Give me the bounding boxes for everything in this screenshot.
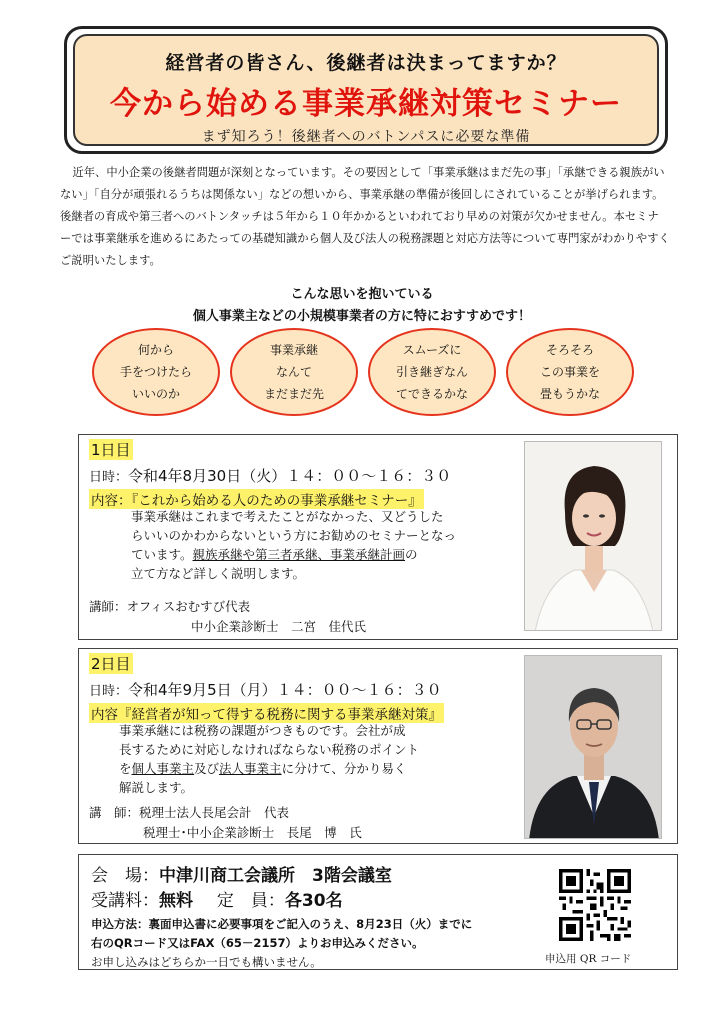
apply-method: 申込方法：裏面申込書に必要事項をご記入のうえ、8月23日（火）までに [91, 917, 473, 931]
day2-title: 内容『経営者が知って得する税務に関する事業承継対策』 [89, 703, 444, 723]
fee-label: 受講料： [91, 891, 159, 911]
concern-bubble-1: 何から 手をつけたら いいのか [92, 328, 220, 416]
day1-desc-underline: 親族承継や第三者承継、事業承継計画 [192, 547, 406, 562]
header-inner [73, 34, 659, 146]
day1-desc-text: ています。 [131, 547, 193, 562]
day2-lecturer-org: 講 師：税理士法人長尾会計 代表 [89, 805, 290, 820]
qr-code-icon[interactable] [559, 869, 631, 941]
fee-value: 無料 [159, 891, 193, 911]
capacity-label: 定 員： [216, 891, 285, 911]
day1-desc-line [131, 545, 456, 564]
day1-label: 1日目 [91, 441, 131, 459]
day1-datetime-value: 令和4年8月30日（火）１４：００～１６：３０ [128, 467, 452, 485]
day2-desc-text: に分けて、分かり易く [281, 761, 407, 776]
lecturer2-photo [524, 655, 662, 839]
day1-lecturer-name: 中小企業診断士 二宮 佳代氏 [191, 619, 367, 634]
day2-desc-line: 解説します。 [119, 780, 194, 795]
day2-datetime-prefix: 日時： [89, 684, 129, 699]
concern-bubble-4: そろそろ この事業を 畳もうかな [506, 328, 634, 416]
day2-desc-underline: 個人事業主 [131, 761, 195, 776]
day2-datetime [89, 679, 442, 700]
apply-note: お申し込みはどちらか一日でも構いません。 [91, 955, 322, 969]
day2-desc-line: 長するために対応しなければならない税務のポイント [119, 742, 420, 757]
recommend-line1: こんな思いを抱いている [290, 287, 434, 302]
qr-code-label: 申込用 QR コード [545, 953, 632, 965]
day1-datetime-prefix: 日時： [89, 470, 129, 485]
apply-qr-fax: 右のQRコード又はFAX（65－2157）よりお申込みください。 [91, 936, 424, 950]
capacity-value: 各30名 [284, 891, 343, 911]
fee-line [91, 886, 343, 911]
header-question: 経営者の皆さん、後継者は決まってますか？ [165, 52, 567, 74]
concern-bubble-2: 事業承継 なんて まだまだ先 [230, 328, 358, 416]
day1-lecturer-org: 講師：オフィスおむすび代表 [89, 599, 251, 614]
day2-label: 2日目 [91, 655, 131, 673]
day2-desc-line [119, 759, 419, 778]
day2-datetime-value: 令和4年9月5日（月）１４：００～１６：３０ [128, 681, 442, 699]
day2-desc-line: 事業承継には税務の課題がつきものです。会社が成 [119, 723, 406, 738]
concern-bubbles [92, 328, 652, 416]
page-title: 今から始める事業承継対策セミナー [110, 86, 622, 122]
day1-datetime [89, 465, 451, 486]
venue-value: 中津川商工会議所 3階会議室 [159, 866, 392, 886]
day2-description [119, 721, 419, 797]
day1-description [131, 507, 456, 583]
day1-title: 内容：『これから始める人のための事業承継セミナー』 [89, 489, 424, 509]
venue-line [91, 861, 392, 886]
venue-section [78, 854, 678, 970]
day2-desc-text: を [119, 761, 132, 776]
day2-desc-text: 及び [194, 761, 220, 776]
day1-desc-line: 立て方など詳しく説明します。 [131, 566, 306, 581]
day1-desc-line: らいいのかわからないという方にお勧めのセミナーとなっ [131, 528, 457, 543]
concern-bubble-3: スムーズに 引き継ぎなん てできるかな [368, 328, 496, 416]
man-portrait-icon [525, 656, 662, 839]
day2-lecturer-name: 税理士･中小企業診断士 長尾 博 氏 [143, 825, 362, 840]
lecturer1-photo [524, 441, 662, 631]
day1-desc-line: 事業承継はこれまで考えたことがなかった、又どうした [131, 509, 444, 524]
header-banner [64, 26, 668, 154]
day2-desc-underline: 法人事業主 [219, 761, 282, 776]
recommend-line2: 個人事業主などの小規模事業者の方に特におすすめです！ [192, 309, 532, 324]
day1-desc-text: の [405, 547, 418, 562]
intro-paragraph: 近年、中小企業の後継者問題が深刻となっています。その要因として「事業承継はまだ先の事」「承継できる親族がいない」「自分が頑張れるうちは関係ない」などの想いから、事業承継の準備が後回しにされていることが挙げられます。後継者の育成や第三者へのバトンタッチは５年から１０年かかるといわれており早めの対策が欠かせません。本セミナーでは事業継承を進めるにあたっての基礎知識から個人及び法人の税務課題と対応方法等について専門家がわかりやすくご説明いたします。 [60, 166, 670, 267]
page-subtitle: まず知ろう！後継者へのバトンパスに必要な準備 [201, 129, 531, 145]
venue-label: 会 場： [91, 866, 159, 886]
woman-portrait-icon [525, 442, 662, 631]
